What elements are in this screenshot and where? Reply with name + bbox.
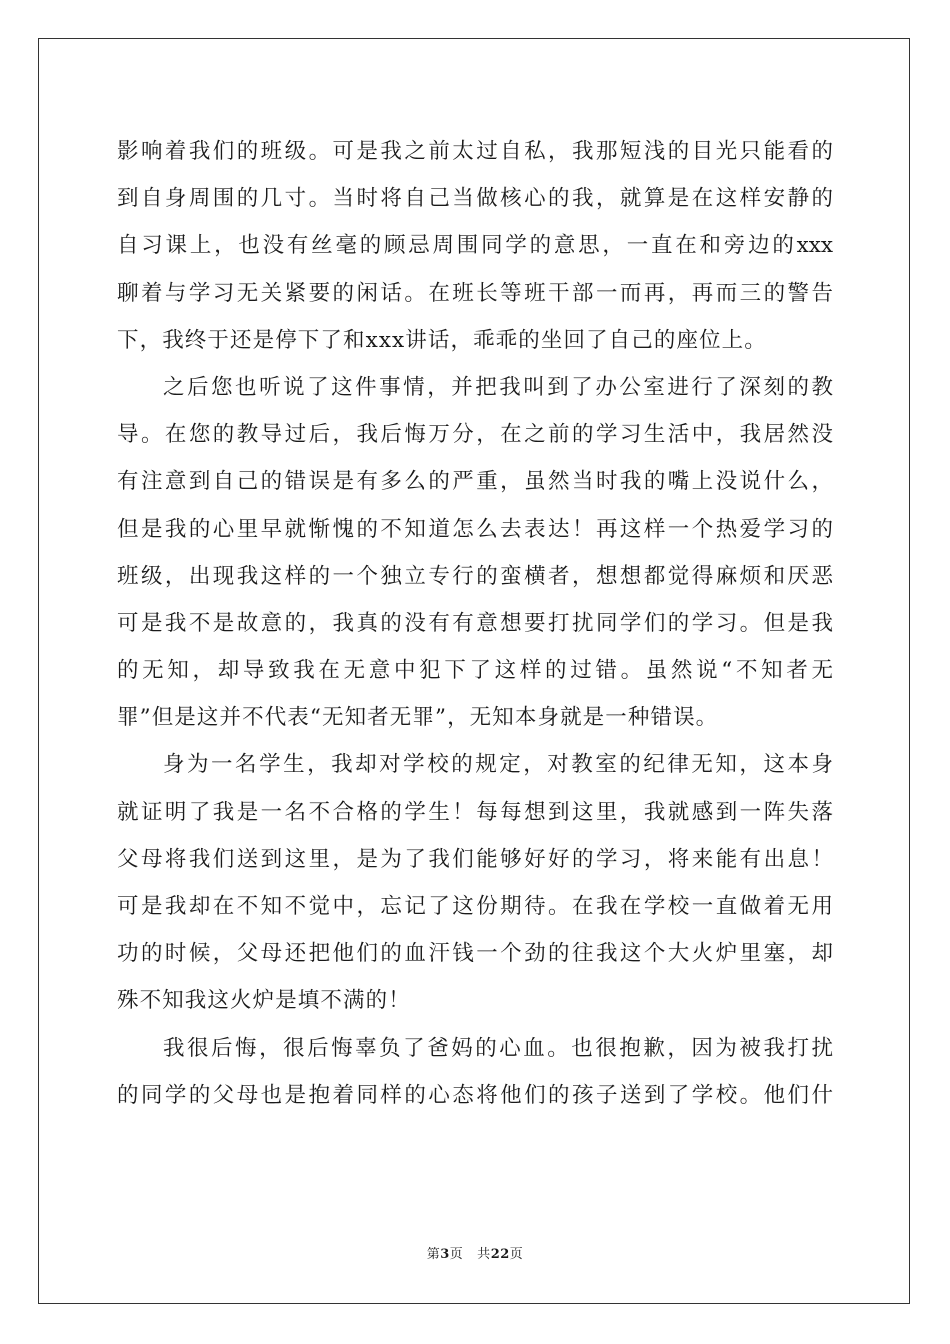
footer-total-suffix: 页 bbox=[509, 1247, 524, 1262]
text-line: 班级，出现我这样的一个独立专行的蛮横者，想想都觉得麻烦和厌恶 bbox=[117, 563, 833, 589]
text-line: 功的时候，父母还把他们的血汗钱一个劲的往我这个大火炉里塞，却 bbox=[117, 941, 833, 967]
text-line: 影响着我们的班级。可是我之前太过自私，我那短浅的目光只能看的 bbox=[117, 139, 833, 164]
document-body bbox=[117, 128, 833, 1119]
footer-prefix: 第 bbox=[426, 1247, 441, 1262]
text-line: 但是我的心里早就惭愧的不知道怎么去表达！再这样一个热爱学习的 bbox=[117, 516, 833, 542]
text-line: 导。在您的教导过后，我后悔万分，在之前的学习生活中，我居然没 bbox=[117, 422, 833, 448]
text-line: 的无知，却导致我在无意中犯下了这样的过错。虽然说“不知者无 bbox=[117, 658, 833, 684]
text-line: 到自身周围的几寸。当时将自己当做核心的我，就算是在这样安静的 bbox=[117, 186, 833, 212]
text-line: 就证明了我是一名不合格的学生！每每想到这里，我就感到一阵失落 bbox=[117, 799, 833, 825]
text-line: 下，我终于还是停下了和xxx讲话，乖乖的坐回了自己的座位上。 bbox=[117, 327, 767, 353]
footer-total-prefix: 共 bbox=[477, 1247, 491, 1262]
text-line: 父母将我们送到这里，是为了我们能够好好的学习，将来能有出息！ bbox=[117, 846, 833, 872]
text-line: 罪”但是这并不代表“无知者无罪”，无知本身就是一种错误。 bbox=[117, 705, 719, 731]
text-line: 有注意到自己的错误是有多么的严重，虽然当时我的嘴上没说什么， bbox=[117, 469, 833, 495]
text-line: 的同学的父母也是抱着同样的心态将他们的孩子送到了学校。他们什 bbox=[117, 1082, 833, 1108]
total-page-count: 22 bbox=[490, 1247, 510, 1262]
text-line: 聊着与学习无关紧要的闲话。在班长等班干部一而再，再而三的警告 bbox=[117, 280, 833, 306]
footer-page-suffix: 页 bbox=[449, 1247, 464, 1262]
text-line: 我很后悔，很后悔辜负了爸妈的心血。也很抱歉，因为被我打扰 bbox=[163, 1035, 833, 1061]
text-line: 殊不知我这火炉是填不满的！ bbox=[117, 988, 411, 1014]
text-line: 可是我却在不知不觉中，忘记了这份期待。在我在学校一直做着无用 bbox=[117, 894, 833, 919]
text-line: 可是我不是故意的，我真的没有有意想要打扰同学们的学习。但是我 bbox=[117, 610, 833, 636]
text-line: 自习课上，也没有丝毫的顾忌周围同学的意思，一直在和旁边的xxx bbox=[117, 233, 833, 259]
page-footer bbox=[0, 1243, 950, 1262]
text-line: 身为一名学生，我却对学校的规定，对教室的纪律无知，这本身 bbox=[163, 752, 833, 778]
text-line: 之后您也听说了这件事情，并把我叫到了办公室进行了深刻的教 bbox=[163, 374, 833, 400]
current-page-number: 3 bbox=[440, 1247, 450, 1262]
